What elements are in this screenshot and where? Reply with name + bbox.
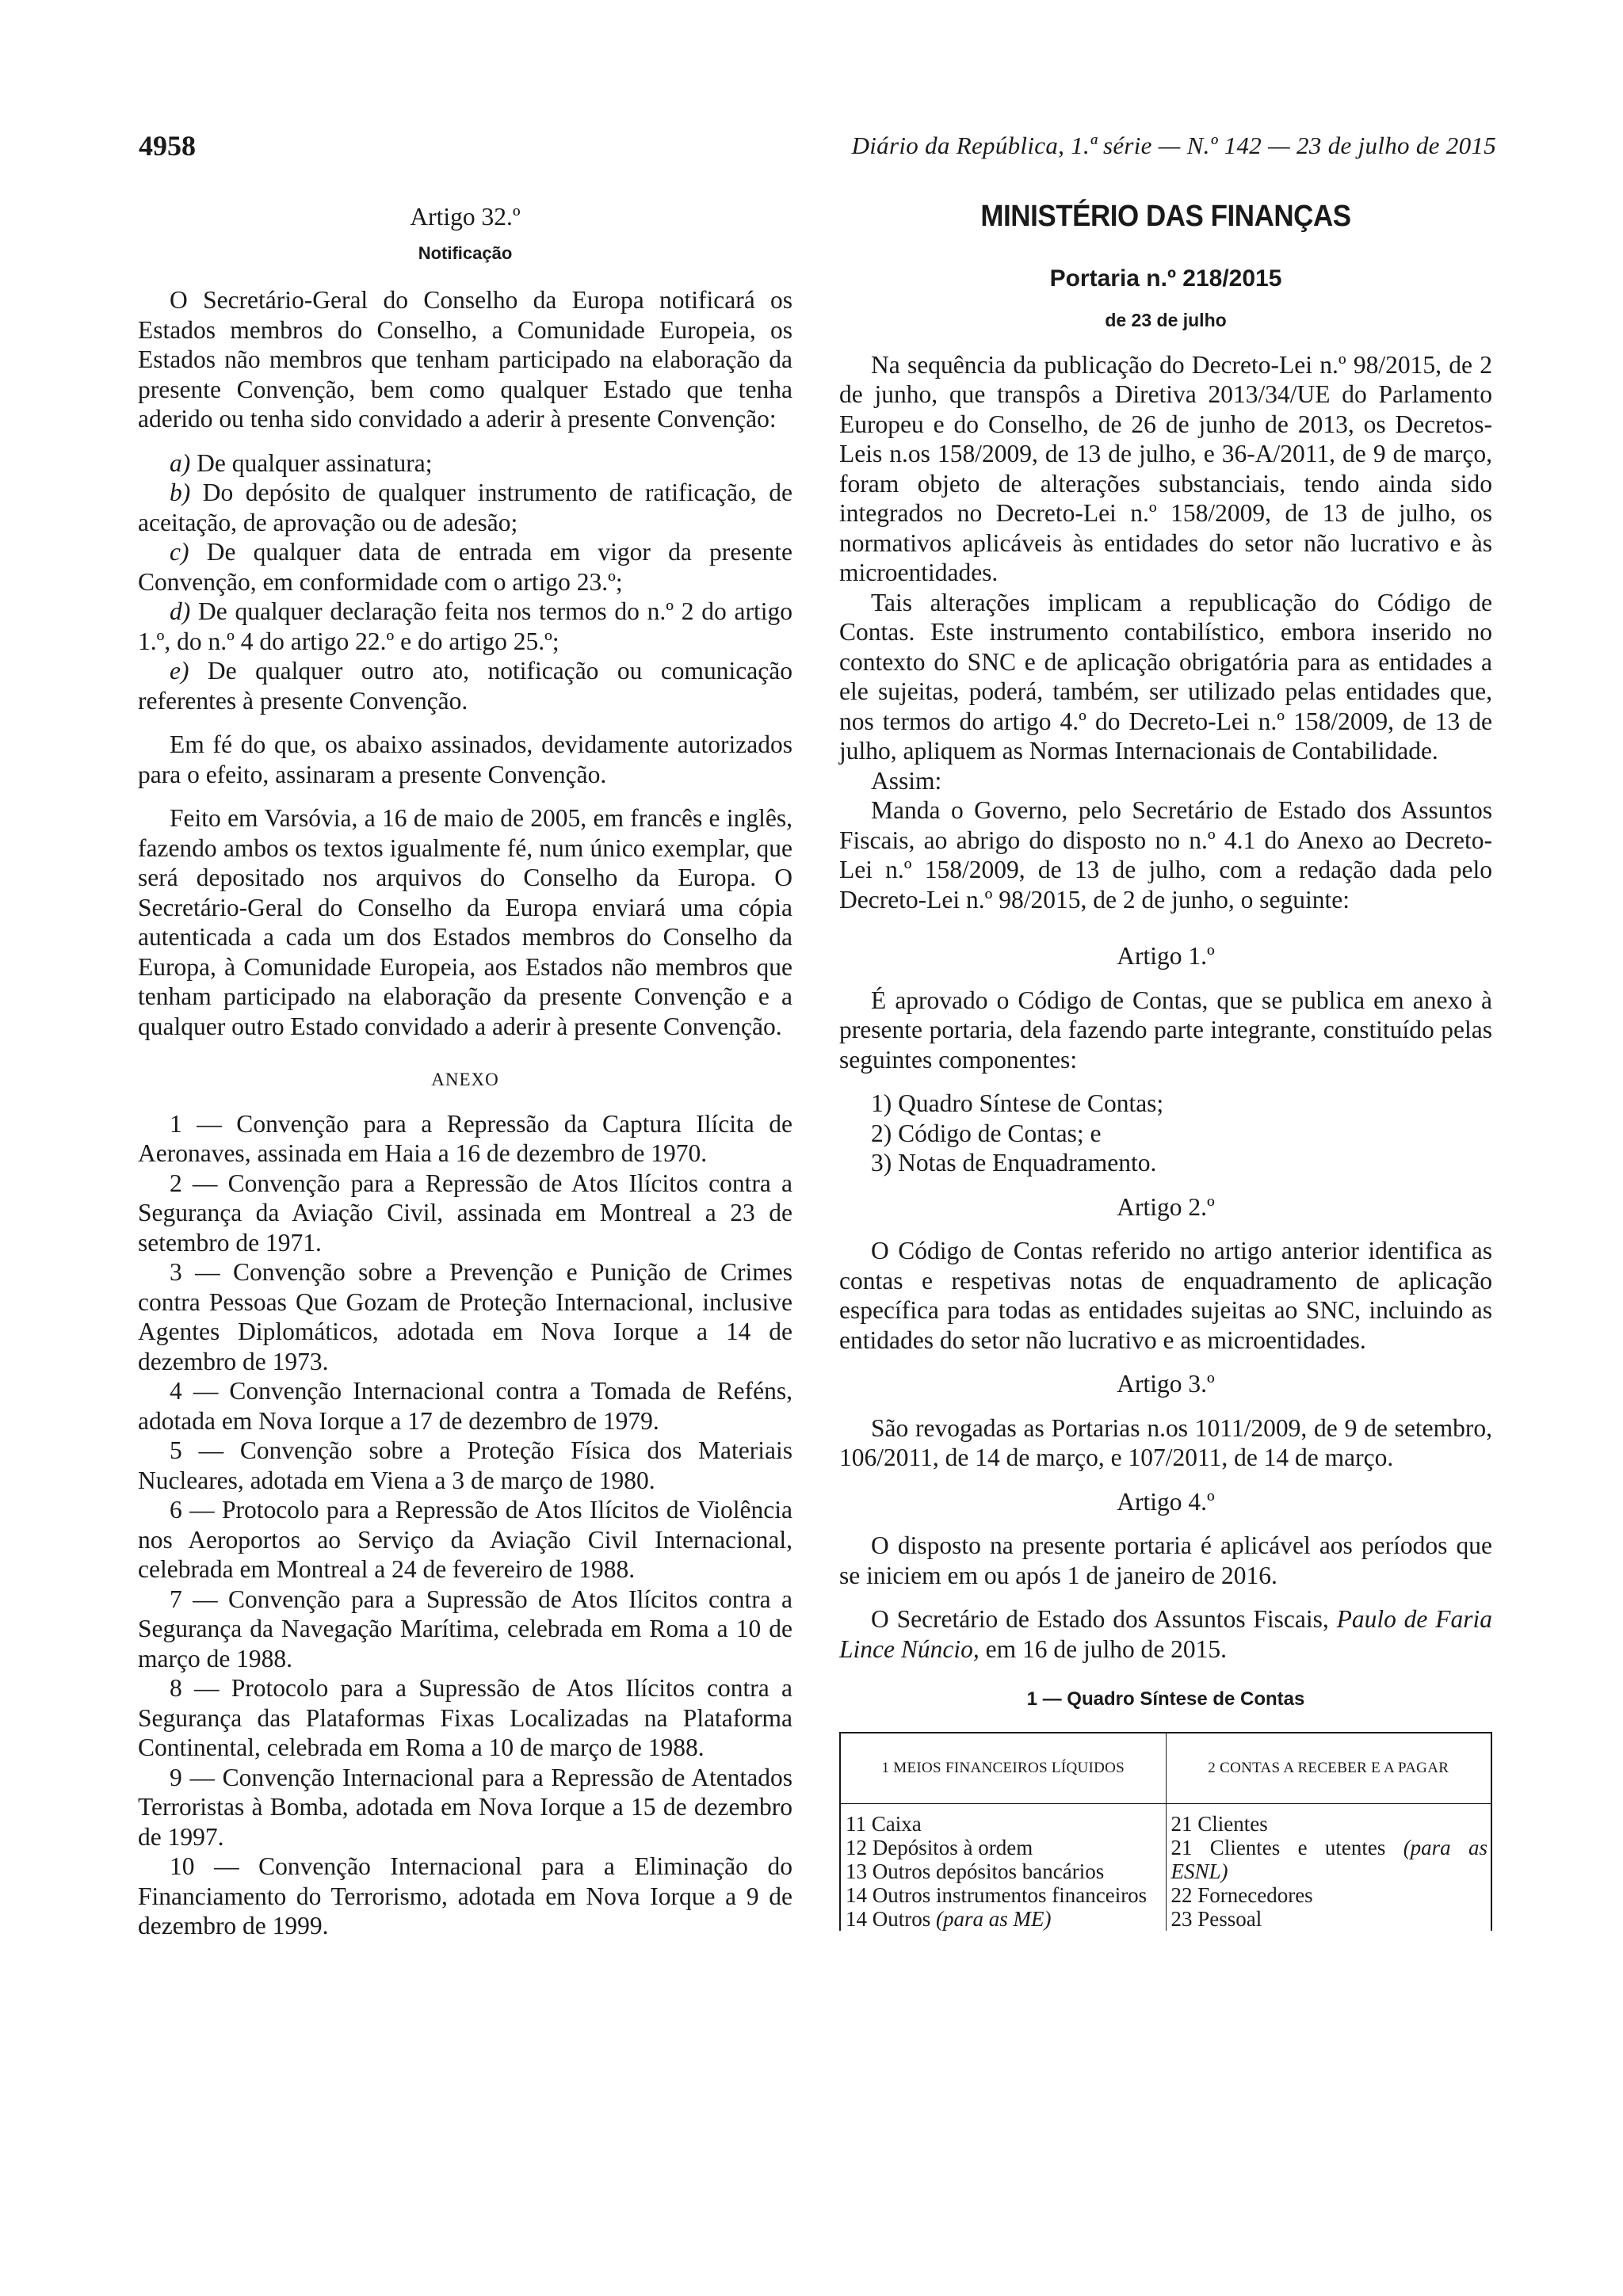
annex-item: 9 — Convenção Internacional para a Repressão de Atentados Terroristas à Bomba, adotada em Nova Iorque a 15 de dezembro de 1997. bbox=[138, 1763, 792, 1851]
annex-item: 6 — Protocolo para a Repressão de Atos Ilícitos de Violência nos Aeroportos ao Serviço da Aviação Civil Internacional, celebrada em Montreal a 24 de fevereiro de 1988. bbox=[138, 1496, 792, 1583]
item-letter: b) bbox=[170, 479, 191, 506]
account-entry: 21 Clientes bbox=[1170, 1811, 1268, 1836]
preamble-paragraph-1: Na sequência da publicação do Decreto-Lei n.º 98/2015, de 2 de junho, que transpôs a Diretiva 2013/34/UE do Parlamento Europeu e do Conselho, de 26 de junho de 2013, os Decretos-Leis n.os 158/2009, de 13 de julho, e 36-A/2011, de 9 de março, foram objeto de alterações substanciais, tendo ainda sido integrados no Decreto-Lei n.º 158/2009, de 13 de julho, os normativos aplicáveis às entidades do setor não lucrativo e às microentidades. bbox=[839, 350, 1492, 586]
account-entry: 22 Fornecedores bbox=[1170, 1882, 1313, 1907]
notification-item bbox=[138, 537, 792, 597]
item-letter: a) bbox=[170, 448, 191, 477]
account-entry: 14 Outros (para as ME) bbox=[846, 1906, 1052, 1931]
accounts-summary-table bbox=[839, 1732, 1492, 1931]
ministry-heading: MINISTÉRIO DAS FINANÇAS bbox=[980, 200, 1351, 233]
account-entry: 14 Outros instrumentos financeiros bbox=[846, 1882, 1148, 1907]
preamble-paragraph-3: Assim: bbox=[871, 766, 942, 795]
table-header-2: 2 CONTAS A RECEBER E A PAGAR bbox=[1166, 1733, 1491, 1804]
notification-item bbox=[138, 597, 792, 656]
left-column bbox=[138, 202, 792, 1941]
signature-paragraph bbox=[839, 1604, 1492, 1664]
annex-item: 3 — Convenção sobre a Prevenção e Punição de Crimes contra Pessoas Que Gozam de Proteção Internacional, inclusive Agentes Diplomáticos, adotada em Nova Iorque a 14 de dezembro de 1973. bbox=[138, 1258, 792, 1375]
signature-prefix: O Secretário de Estado dos Assuntos Fiscais, bbox=[871, 1605, 1337, 1633]
notification-items bbox=[138, 448, 792, 716]
article-4-text: O disposto na presente portaria é aplicável aos períodos que se iniciem em ou após 1 de janeiro de 2016. bbox=[839, 1531, 1492, 1589]
article-2-text: O Código de Contas referido no artigo anterior identifica as contas e respetivas notas de enquadramento de aplicação específica para todas as entidades sujeitas ao SNC, incluindo as entidades do setor não lucrativo e as microentidades. bbox=[839, 1237, 1492, 1354]
article-1-title: Artigo 1.º bbox=[1117, 942, 1215, 970]
annex-item: 7 — Convenção para a Supressão de Atos Ilícitos contra a Segurança da Navegação Marítima, celebrada em Roma a 10 de março de 1988. bbox=[138, 1585, 792, 1672]
signature-suffix: em 16 de julho de 2015. bbox=[979, 1634, 1228, 1663]
item-letter: d) bbox=[170, 597, 191, 625]
article-3-text: São revogadas as Portarias n.os 1011/2009, de 9 de setembro, 106/2011, de 14 de março, e 107/2011, de 14 de março. bbox=[839, 1413, 1492, 1471]
article-title: Artigo 32.º bbox=[410, 203, 521, 231]
table-header-1: 1 MEIOS FINANCEIROS LÍQUIDOS bbox=[840, 1733, 1166, 1804]
item-text: De qualquer outro ato, notificação ou comunicação referentes à presente Convenção. bbox=[138, 657, 792, 715]
annex-list bbox=[138, 1109, 792, 1941]
component-list-item: 1) Quadro Síntese de Contas; bbox=[871, 1089, 1164, 1117]
annex-item: 4 — Convenção Internacional contra a Tomada de Reféns, adotada em Nova Iorque a 17 de dezembro de 1979. bbox=[138, 1377, 792, 1435]
item-text: De qualquer data de entrada em vigor da presente Convenção, em conformidade com o artigo 23.º; bbox=[138, 538, 792, 596]
intro-paragraph: O Secretário-Geral do Conselho da Europa notificará os Estados membros do Conselho, a Comunidade Europeia, os Estados não membros que tenham participado na elaboração da presente Convenção, bem como qualquer Estado que tenha aderido ou tenha sido convidado a aderir à presente Convenção: bbox=[138, 286, 792, 433]
notification-item bbox=[138, 656, 792, 715]
item-letter: e) bbox=[170, 657, 189, 685]
account-entry: 13 Outros depósitos bancários bbox=[846, 1859, 1105, 1883]
article-4-title: Artigo 4.º bbox=[1117, 1487, 1215, 1516]
component-list-item: 2) Código de Contas; e bbox=[871, 1119, 1102, 1147]
article-2-title: Artigo 2.º bbox=[1117, 1192, 1215, 1221]
component-list-item: 3) Notas de Enquadramento. bbox=[871, 1149, 1157, 1177]
table-title: 1 — Quadro Síntese de Contas bbox=[1026, 1688, 1305, 1710]
account-entry: 23 Pessoal bbox=[1170, 1906, 1262, 1931]
article-subtitle: Notificação bbox=[418, 242, 513, 263]
annex-item: 1 — Convenção para a Repressão da Captura Ilícita de Aeronaves, assinada em Haia a 16 de dezembro de 1970. bbox=[138, 1109, 792, 1167]
right-column bbox=[839, 202, 1492, 1931]
preamble-paragraph-2: Tais alterações implicam a republicação do Código de Contas. Este instrumento contabilístico, embora inserido no contexto do SNC e de aplicação obrigatória para as entidades a ele sujeitas, poderá, também, ser utilizado pelas entidades que, nos termos do artigo 4.º do Decreto-Lei n.º 158/2009, de 13 de julho, apliquem as Normas Internacionais de Contabilidade. bbox=[839, 588, 1492, 765]
article-3-title: Artigo 3.º bbox=[1117, 1370, 1215, 1398]
portaria-title: Portaria n.º 218/2015 bbox=[1049, 265, 1282, 292]
signatory-name: Paulo de Faria Lince Núncio, bbox=[839, 1605, 1492, 1663]
annex-item: 10 — Convenção Internacional para a Eliminação do Financiamento do Terrorismo, adotada em Nova Iorque a 9 de dezembro de 1999. bbox=[138, 1852, 792, 1939]
portaria-date: de 23 de julho bbox=[1105, 310, 1227, 330]
closing-paragraph-1: Em fé do que, os abaixo assinados, devidamente autorizados para o efeito, assinaram a presente Convenção. bbox=[138, 730, 792, 788]
account-entry: 12 Depósitos à ordem bbox=[846, 1835, 1033, 1859]
item-letter: c) bbox=[170, 538, 189, 566]
annex-title: ANEXO bbox=[431, 1070, 499, 1089]
article-1-text: É aprovado o Código de Contas, que se publica em anexo à presente portaria, dela fazendo parte integrante, constituído pelas seguintes componentes: bbox=[839, 986, 1492, 1074]
notification-item bbox=[138, 478, 792, 537]
preamble-paragraph-4: Manda o Governo, pelo Secretário de Estado dos Assuntos Fiscais, ao abrigo do disposto no n.º 4.1 do Anexo ao Decreto-Lei n.º 158/2009, de 13 de julho, com a redação dada pelo Decreto-Lei n.º 98/2015, de 2 de junho, o seguinte: bbox=[839, 796, 1492, 913]
account-entry: 11 Caixa bbox=[846, 1811, 922, 1836]
notification-item bbox=[138, 448, 792, 479]
table-column-1 bbox=[840, 1803, 1166, 1931]
item-text: Do depósito de qualquer instrumento de ratificação, de aceitação, de aprovação ou de adesão; bbox=[138, 479, 792, 536]
article-1-list bbox=[839, 1089, 1492, 1178]
table-column-2 bbox=[1166, 1803, 1491, 1931]
closing-paragraph-2: Feito em Varsóvia, a 16 de maio de 2005, em francês e inglês, fazendo ambos os textos igualmente fé, num único exemplar, que será depositado nos arquivos do Conselho da Europa. O Secretário-Geral do Conselho da Europa enviará uma cópia autenticada a cada um dos Estados membros do Conselho da Europa, à Comunidade Europeia, aos Estados não membros que tenham participado na elaboração da presente Convenção e a qualquer outro Estado convidado a aderir à presente Convenção. bbox=[138, 804, 792, 1040]
annex-item: 5 — Convenção sobre a Proteção Física dos Materiais Nucleares, adotada em Viena a 3 de março de 1980. bbox=[138, 1436, 792, 1494]
annex-item: 8 — Protocolo para a Supressão de Atos Ilícitos contra a Segurança das Plataformas Fixas Localizadas na Plataforma Continental, celebrada em Roma a 10 de março de 1988. bbox=[138, 1674, 792, 1761]
item-text: De qualquer assinatura; bbox=[190, 448, 433, 477]
publication-header: Diário da República, 1.ª série — N.º 142 — 23 de julho de 2015 bbox=[851, 132, 1496, 159]
annex-item: 2 — Convenção para a Repressão de Atos Ilícitos contra a Segurança da Aviação Civil, assinada em Montreal a 23 de setembro de 1971. bbox=[138, 1169, 792, 1257]
account-entry: 21 Clientes e utentes (para as ESNL) bbox=[1170, 1835, 1487, 1883]
item-text: De qualquer declaração feita nos termos do n.º 2 do artigo 1.º, do n.º 4 do artigo 22.º e do artigo 25.º; bbox=[138, 597, 792, 655]
page-number: 4958 bbox=[139, 130, 196, 162]
